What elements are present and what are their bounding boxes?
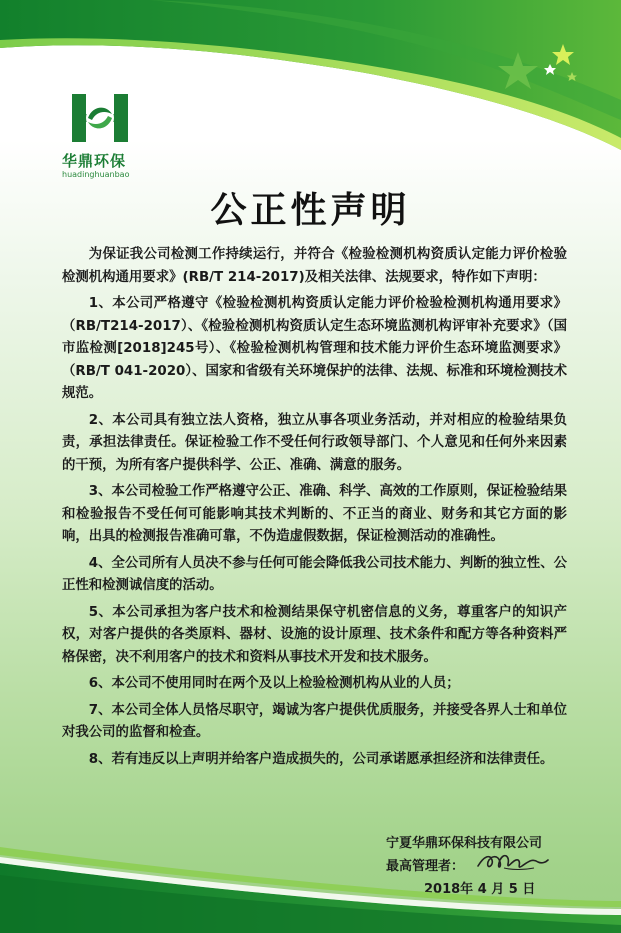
clause-2: 2、本公司具有独立法人资格，独立从事各项业务活动，并对相应的检验结果负责，承担法律责任。保证检验工作不受任何行政领导部门、个人意见和任何外来因素的干预，为所有客户提供科学、公正、准确、满意的服务。 xyxy=(62,412,567,473)
logo-name-cn: 华鼎环保 xyxy=(62,152,127,170)
clause-1: 1、本公司严格遵守《检验检测机构资质认定能力评价检验检测机构通用要求》（RB/T214-2017）、《检验检测机构资质认定生态环境监测机构评审补充要求》（国市监检测[2018]245号）、《检验检测机构管理和技术能力评价生态环境监测要求》（RB/T 041-2020）、国家和省级有关环境保护的法律、法规、标准和环境检测技术规范。 xyxy=(62,296,567,401)
company-logo xyxy=(62,92,142,179)
page-title: 公正性声明 xyxy=(210,190,411,231)
logo-name-en: huadinghuanbao xyxy=(62,170,130,179)
sign-date: 2018年 4 月 5 日 xyxy=(424,882,536,897)
declaration-body xyxy=(62,244,567,775)
clause-6: 6、本公司不使用同时在两个及以上检验检测机构从业的人员； xyxy=(88,676,460,691)
manager-label: 最高管理者： xyxy=(386,859,465,874)
clause-8: 8、若有违反以上声明并给客户造成损失的，公司承诺愿承担经济和法律责任。 xyxy=(88,751,554,767)
clause-7: 7、本公司全体人员恪尽职守，竭诚为客户提供优质服务，并接受各界人士和单位对我公司的监督和检查。 xyxy=(62,702,567,740)
logo-h-icon xyxy=(68,92,132,144)
company-name: 宁夏华鼎环保科技有限公司 xyxy=(386,836,543,851)
intro-paragraph: 为保证我公司检测工作持续运行，并符合《检验检测机构资质认定能力评价检验检测机构通用要求》(RB/T 214-2017)及相关法律、法规要求，特作如下声明： xyxy=(62,247,567,285)
clause-3: 3、本公司检验工作严格遵守公正、准确、科学、高效的工作原则，保证检验结果和检验报告不受任何可能影响其技术判断的、不正当的商业、财务和其它方面的影响，出具的检测报告准确可靠，不伪造虚假数据，保证检测活动的准确性。 xyxy=(62,484,567,544)
bottom-decorative-band xyxy=(0,833,621,933)
clause-5: 5、本公司承担为客户技术和检测结果保守机密信息的义务，尊重客户的知识产权，对客户提供的各类原料、器材、设施的设计原理、技术条件和配方等各种资料严格保密，决不利用客户的技术和资料从事技术开发和技术服务。 xyxy=(62,604,567,665)
clause-4: 4、全公司所有人员决不参与任何可能会降低我公司技术能力、判断的独立性、公正性和检测诚信度的活动。 xyxy=(62,555,567,593)
